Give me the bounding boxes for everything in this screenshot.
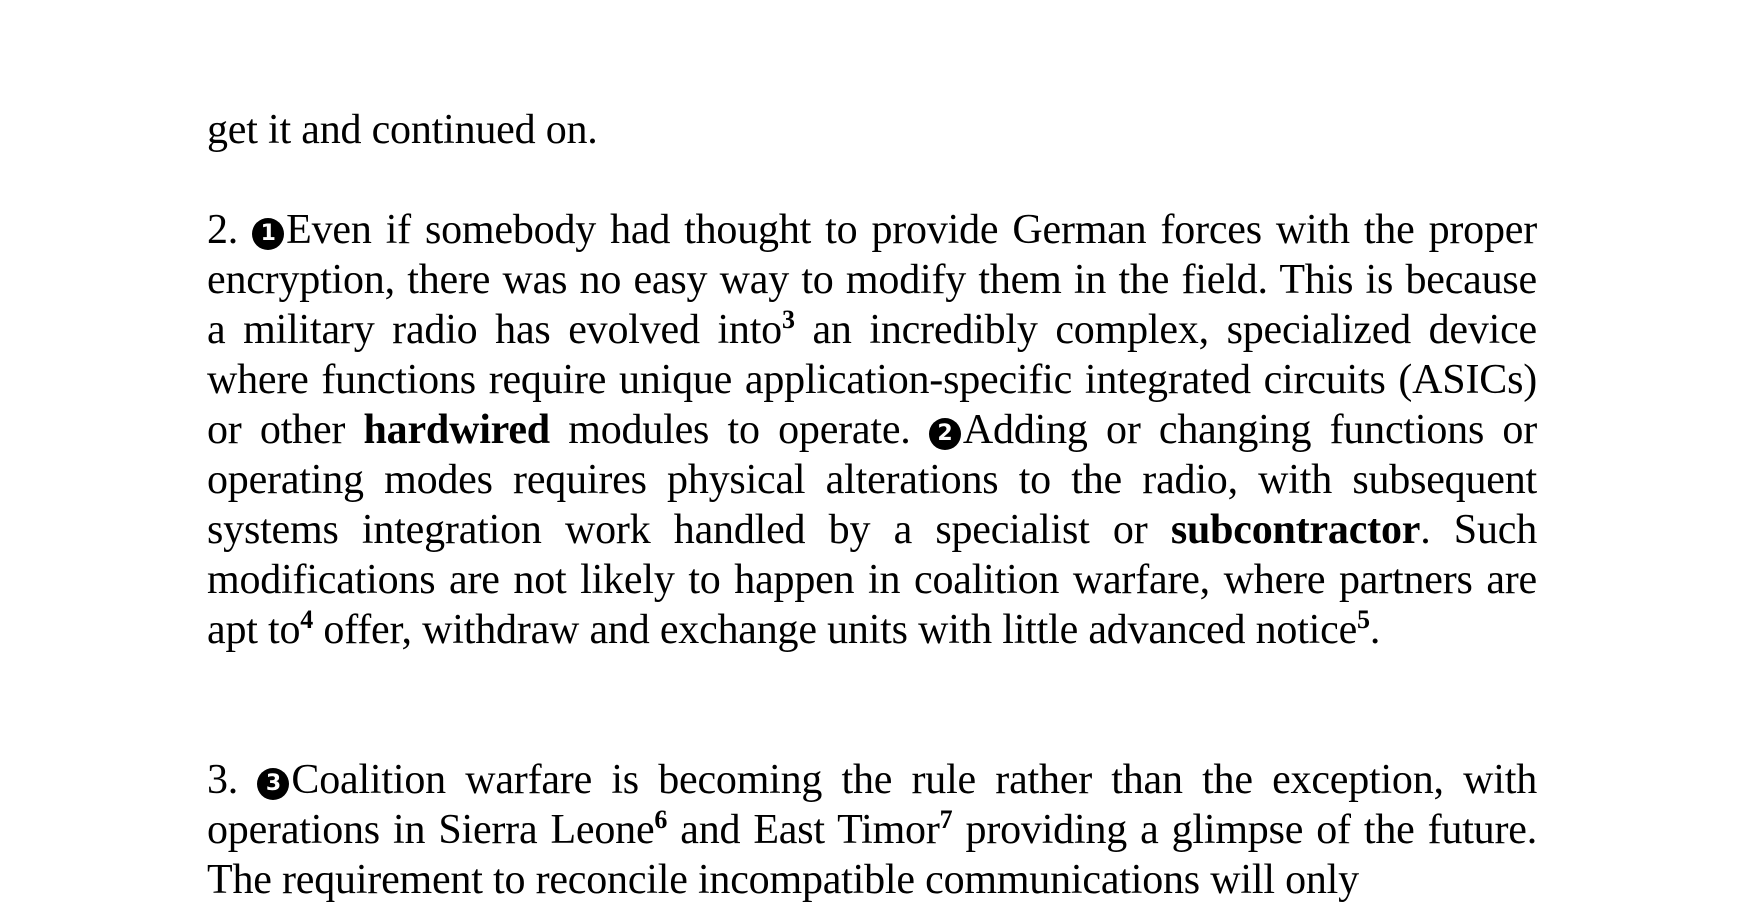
paragraph-2-sentence-3: modules to operate.: [549, 407, 929, 453]
paragraph-3-text: [207, 755, 1537, 905]
paragraph-3: [207, 755, 1537, 905]
paragraph-2-sentence-7: .: [1369, 607, 1381, 653]
circled-number-2-icon: 2: [929, 418, 961, 450]
paragraph-2-sentence-2: an incredibly complex, specialized device where functions require unique application-specific integrated circuits (ASICs) or other: [207, 307, 1538, 453]
circled-number-1-icon: 1: [252, 218, 284, 250]
paragraph-2-text: [207, 205, 1537, 655]
footnote-ref-4: 4: [300, 605, 314, 634]
paragraph-2-number: 2.: [207, 207, 239, 253]
paragraph-3-sentence-2: and East Timor: [667, 807, 940, 853]
paragraph-2-sentence-6: offer, withdraw and exchange units with little advanced notice: [313, 607, 1358, 653]
footnote-ref-6: 6: [654, 805, 668, 834]
bold-term-subcontractor: subcontractor: [1170, 507, 1421, 553]
paragraph-2-sentence-5: . Such modifications are not likely to happen in coalition warfare, where partners are apt to: [207, 507, 1537, 653]
circled-number-3-icon: 3: [257, 768, 289, 800]
footnote-ref-3: 3: [782, 305, 795, 334]
paragraph-3-number: 3.: [207, 757, 239, 803]
paragraph-3-sentence-1: Coalition warfare is becoming the rule rather than the exception, with operations in Sierra Leone: [207, 757, 1537, 853]
paragraph-2: [207, 205, 1537, 655]
bold-term-hardwired: hardwired: [363, 407, 550, 453]
continuation-text: get it and continued on.: [207, 107, 598, 153]
footnote-ref-5: 5: [1357, 605, 1370, 634]
paragraph-2-sentence-1: Even if somebody had thought to provide German forces with the proper encryption, there was no easy way to modify them in the field. This is because a military radio has evolved into: [207, 207, 1537, 353]
paragraph-3-sentence-3: providing a glimpse of the future. The requirement to reconcile incompatible communications will only: [207, 807, 1537, 903]
continuation-line: [207, 105, 1537, 155]
footnote-ref-7: 7: [939, 805, 953, 834]
paragraph-2-sentence-4: Adding or changing functions or operating modes requires physical alterations to the radio, with subsequent systems integration work handled by a specialist or: [207, 407, 1537, 553]
